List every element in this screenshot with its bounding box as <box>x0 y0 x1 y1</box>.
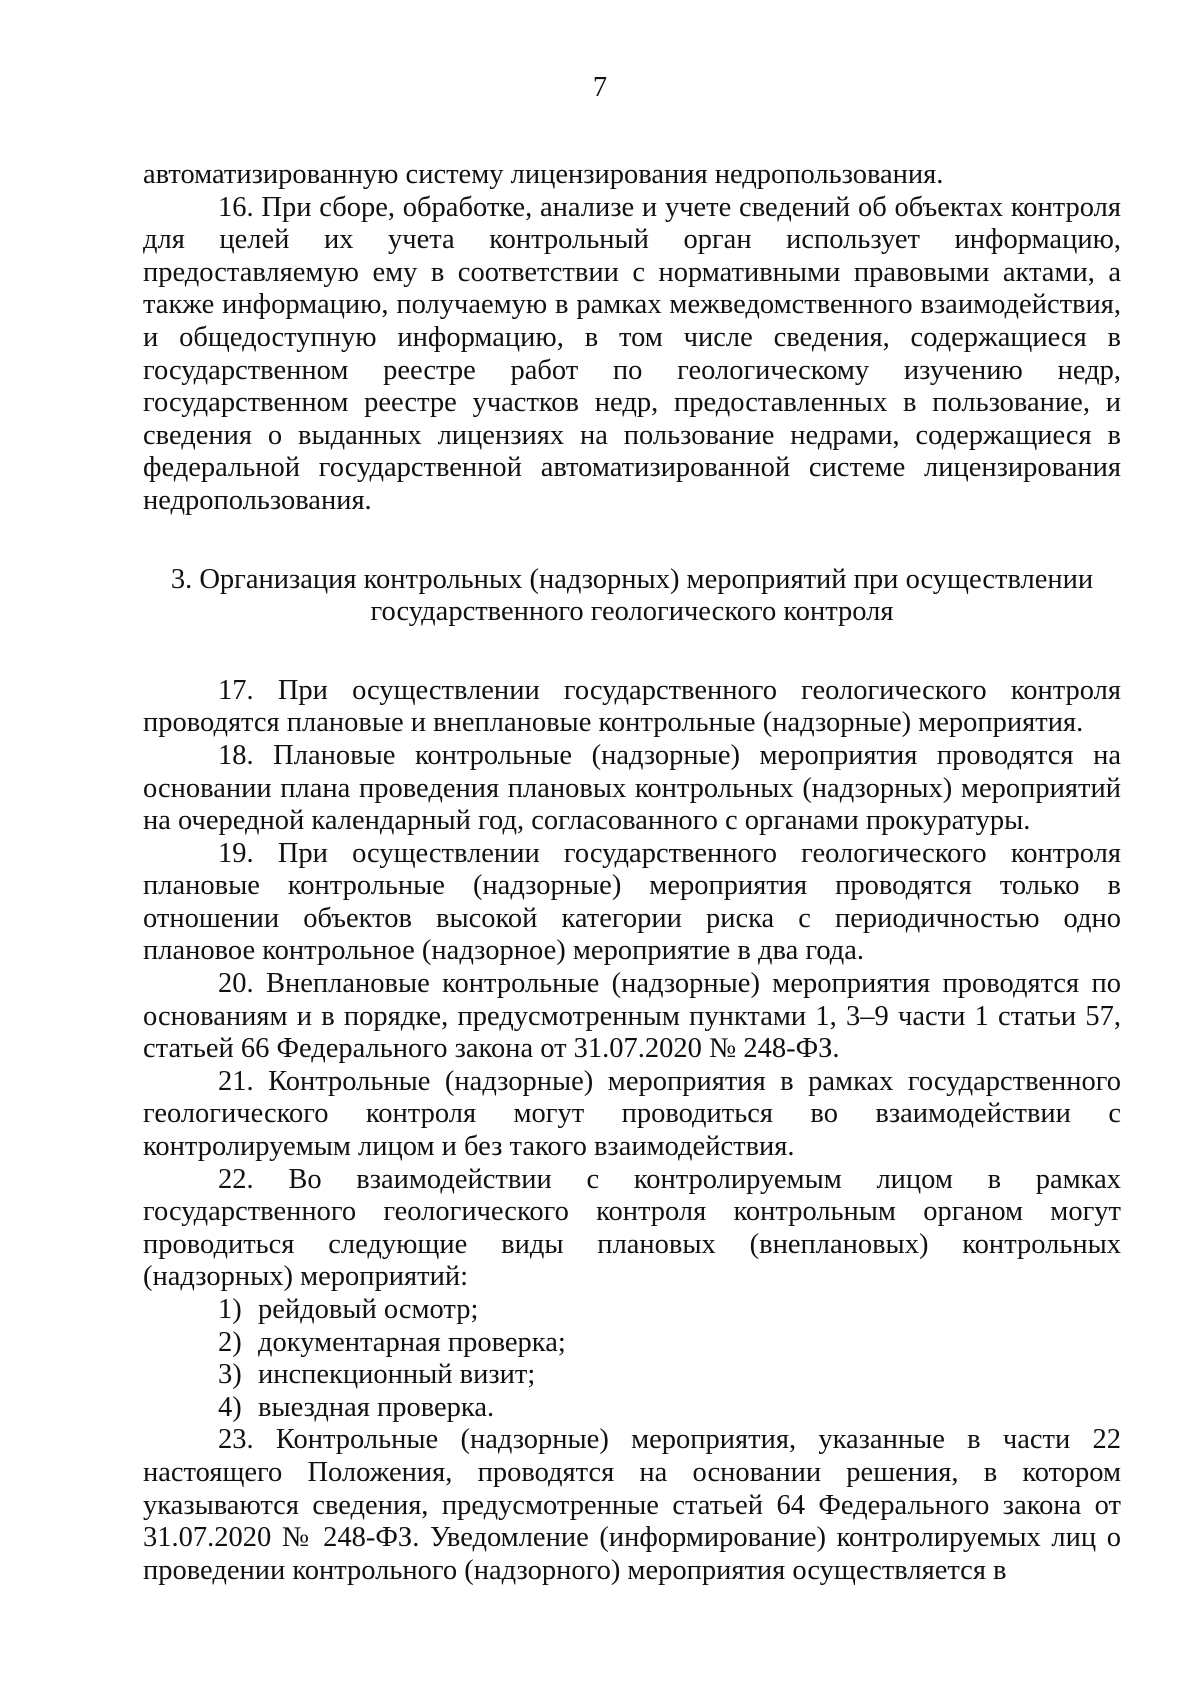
paragraph-21: 21. Контрольные (надзорные) мероприятия в рамках государственного геологического контроля могут проводиться во взаимодействии с контролируемым лицом и без такого взаимодействия. <box>143 1065 1121 1163</box>
paragraph-17: 17. При осуществлении государственного геологического контроля проводятся плановые и внеплановые контрольные (надзорные) мероприятия. <box>143 674 1121 739</box>
paragraph-continuation: автоматизированную систему лицензирования недропользования. <box>143 159 944 190</box>
section-heading-line-2: государственного геологического контроля <box>370 596 894 628</box>
list-item-text: документарная проверка; <box>258 1326 566 1358</box>
list-item-number: 1) <box>218 1294 242 1325</box>
paragraph-22: 22. Во взаимодействии с контролируемым лицом в рамках государственного геологического контроля контрольным органом могут проводиться следующие виды плановых (внеплановых) контрольных (надзорных) мероприятий: <box>143 1163 1121 1293</box>
paragraph-19: 19. При осуществлении государственного геологического контроля плановые контрольные (надзорные) мероприятия проводятся только в отношении объектов высокой категории риска с периодичностью одно плановое контрольное (надзорное) мероприятие в два года. <box>143 837 1121 967</box>
list-item-text: рейдовый осмотр; <box>258 1294 479 1325</box>
paragraph-18: 18. Плановые контрольные (надзорные) мероприятия проводятся на основании плана проведения плановых контрольных (надзорных) мероприятий на очередной календарный год, согласованного с органами прокуратуры. <box>143 739 1121 837</box>
document-body <box>143 159 1121 1587</box>
list-item <box>143 1294 1121 1327</box>
page-number: 7 <box>592 72 608 103</box>
list-item-text: выездная проверка. <box>258 1391 495 1423</box>
paragraph-16: 16. При сборе, обработке, анализе и учете сведений об объектах контроля для целей их учета контрольный орган использует информацию, предоставляемую ему в соответствии с нормативными правовыми актами, а также информацию, получаемую в рамках межведомственного взаимодействия, и общедоступную информацию, в том числе сведения, содержащиеся в государственном реестре работ по геологическому изучению недр, государственном реестре участков недр, предоставленных в пользование, и сведения о выданных лицензиях на пользование недрами, содержащиеся в федеральной государственной автоматизированной системе лицензирования недропользования. <box>143 191 1121 516</box>
list-item-text: инспекционный визит; <box>258 1359 536 1391</box>
list-item <box>143 1327 1121 1360</box>
paragraph-23: 23. Контрольные (надзорные) мероприятия, указанные в части 22 настоящего Положения, проводятся на основании решения, в котором указываются сведения, предусмотренные статьей 64 Федерального закона от 31.07.2020 № 248-ФЗ. Уведомление (информирование) контролируемых лиц о проведении контрольного (надзорного) мероприятия осуществляется в <box>143 1424 1121 1586</box>
list-item-number: 3) <box>218 1359 242 1391</box>
list-item-number: 2) <box>218 1326 242 1358</box>
section-heading-line-1: 3. Организация контрольных (надзорных) мероприятий при осуществлении <box>170 563 1094 595</box>
list-item-number: 4) <box>218 1391 242 1423</box>
paragraph-20: 20. Внеплановые контрольные (надзорные) мероприятия проводятся по основаниям и в порядке, предусмотренным пунктами 1, 3–9 части 1 статьи 57, статьей 66 Федерального закона от 31.07.2020 № 248-ФЗ. <box>143 968 1121 1065</box>
list-item <box>143 1359 1121 1392</box>
inspection-types-list <box>143 1294 1121 1424</box>
list-item <box>143 1392 1121 1425</box>
section-heading <box>143 564 1121 629</box>
